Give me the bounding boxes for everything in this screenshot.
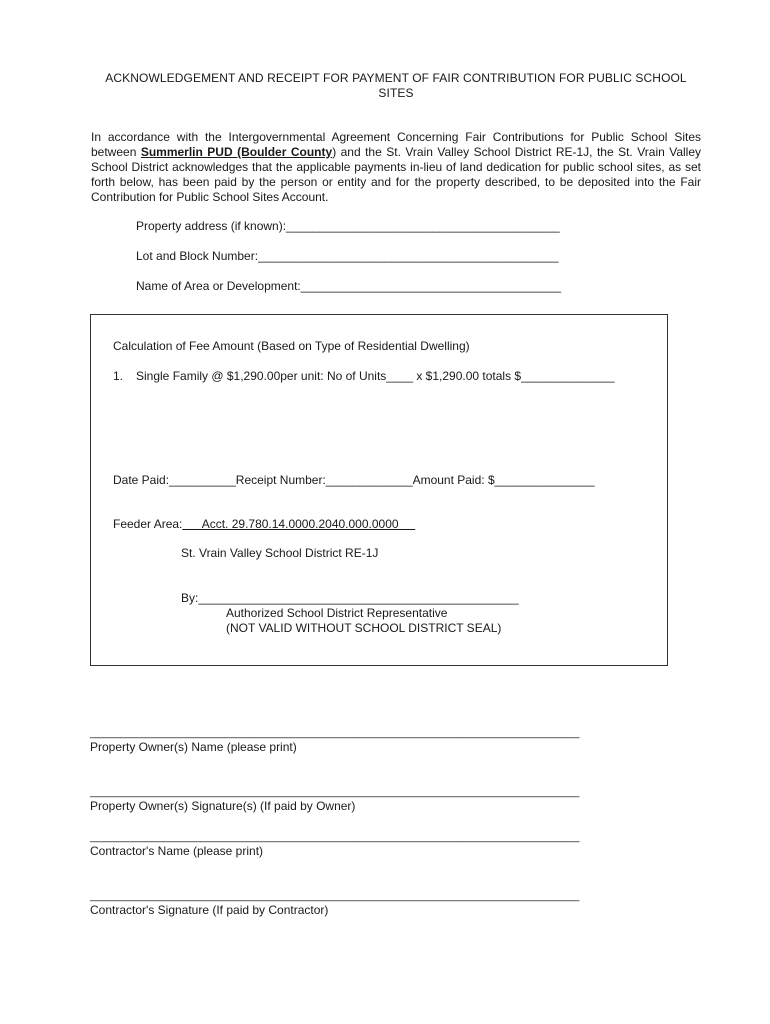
rep-label: Authorized School District Representative xyxy=(226,606,448,620)
owner-name-label: Property Owner(s) Name (please print) xyxy=(90,740,297,754)
intro-paragraph xyxy=(91,130,701,205)
district-name: St. Vrain Valley School District RE-1J xyxy=(181,546,379,560)
by-signature-line[interactable]: By:________________________________________________ xyxy=(181,591,519,605)
calc-heading: Calculation of Fee Amount (Based on Type of Residential Dwelling) xyxy=(113,339,470,353)
calc-item-number: 1. xyxy=(113,369,124,383)
intro-text-before: In accordance with the Intergovernmental Agreement Concerning Fair Contributions for Public School Sites between xyxy=(91,130,701,159)
owner-signature-label: Property Owner(s) Signature(s) (If paid by Owner) xyxy=(90,799,356,813)
lot-block-field[interactable]: Lot and Block Number:_____________________________________________ xyxy=(136,249,559,263)
owner-signature-line[interactable]: ________________________________________________________________________________ xyxy=(90,786,580,798)
payment-line[interactable]: Date Paid:__________Receipt Number:_____________Amount Paid: $_______________ xyxy=(113,473,595,487)
area-name-field[interactable]: Name of Area or Development:_______________________________________ xyxy=(136,279,562,293)
title-line-1: ACKNOWLEDGEMENT AND RECEIPT FOR PAYMENT OF FAIR CONTRIBUTION FOR PUBLIC SCHOOL xyxy=(105,71,687,85)
contractor-signature-label: Contractor's Signature (If paid by Contractor) xyxy=(90,903,329,917)
feeder-area xyxy=(113,517,415,531)
single-family-line[interactable]: Single Family @ $1,290.00per unit: No of Units____ x $1,290.00 totals $______________ xyxy=(136,369,615,383)
property-address-field[interactable]: Property address (if known):_________________________________________ xyxy=(136,219,560,233)
feeder-label: Feeder Area: xyxy=(113,517,183,531)
contractor-name-line[interactable]: ________________________________________________________________________________ xyxy=(90,831,580,843)
title-line-2: SITES xyxy=(378,86,414,100)
document-title xyxy=(86,71,706,101)
intro-bold-party: Summerlin PUD (Boulder County xyxy=(140,145,333,159)
seal-note: (NOT VALID WITHOUT SCHOOL DISTRICT SEAL) xyxy=(226,621,502,635)
owner-name-line[interactable]: ________________________________________________________________________________ xyxy=(90,727,580,739)
intro-text-after: ) and the St. Vrain Valley School District RE-1J, the St. Vrain Valley School District acknowledges that the applicable payments in-lieu of land dedication for public school sites, as set forth below, has been paid by the person or entity and for the property described, to be deposited into the Fair Contribution for Public School Sites Account. xyxy=(91,145,702,204)
contractor-signature-line[interactable]: ________________________________________________________________________________ xyxy=(90,890,580,902)
contractor-name-label: Contractor's Name (please print) xyxy=(90,844,264,858)
feeder-account: Acct. 29.780.14.0000.2040.000.0000 xyxy=(182,517,416,531)
